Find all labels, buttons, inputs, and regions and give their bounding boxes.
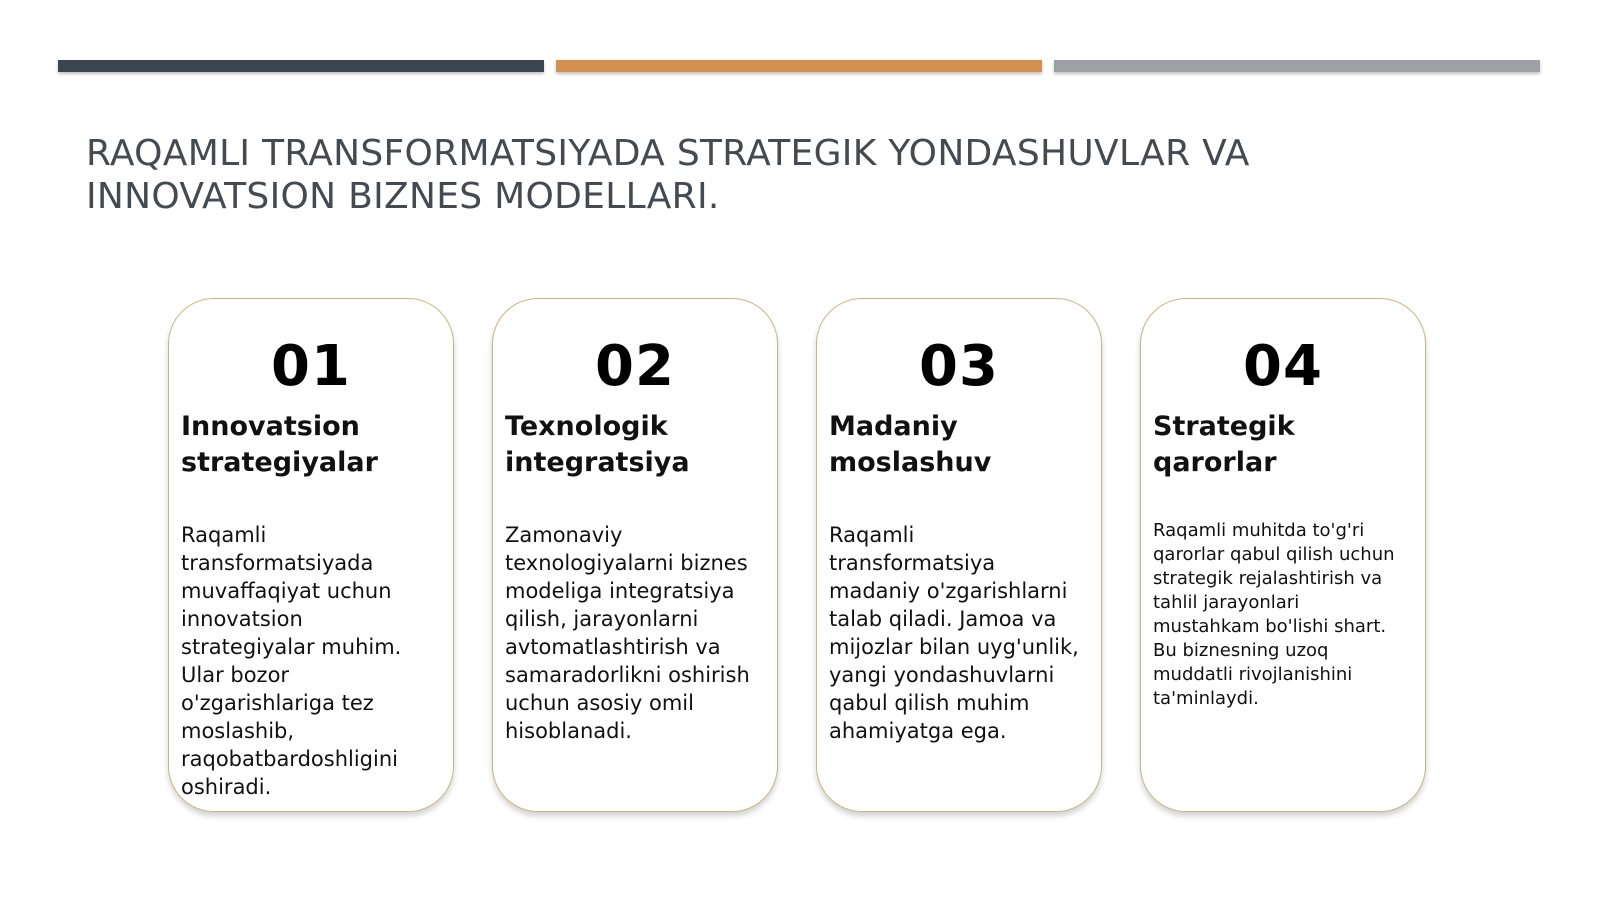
card-heading [1153,409,1425,521]
card-description: Raqamli transformatsiya madaniy o'zgarishlarni talab qiladi. Jamoa va mijozlar bilan uyg'unlik, yangi yondashuvlarni qabul qilish muhim ahamiyatga ega. [829,523,1079,743]
card-number: 02 [595,334,675,399]
card-number: 03 [919,334,999,399]
card-heading-line-1: Texnologik [505,411,668,442]
card-heading-line-2: strategiyalar [181,447,378,478]
card-description: Zamonaviy texnologiyalarni biznes modeliga integratsiya qilish, jarayonlarni avtomatlashtirish va samaradorlikni oshirish uchun asosiy omil hisoblanadi. [505,523,750,743]
header-bar-orange [556,60,1042,72]
card-heading [829,409,1101,521]
decorative-header-bars [58,60,1540,74]
header-bar-gray [1054,60,1540,72]
card-description: Raqamli transformatsiyada muvaffaqiyat uchun innovatsion strategiyalar muhim. Ular bozor o'zgarishlariga tez moslashib, raqobatbardoshligini oshiradi. [181,523,402,799]
card-heading-line-1: Innovatsion [181,411,360,442]
card-heading-line-2: moslashuv [829,447,992,478]
card-heading-line-1: Strategik [1153,411,1295,442]
card-02 [492,298,778,812]
card-heading-line-1: Madaniy [829,411,958,442]
slide-title [86,132,1466,218]
header-bar-dark [58,60,544,72]
card-heading-line-2: integratsiya [505,447,690,478]
card-heading [181,409,453,521]
cards-row [168,298,1428,816]
slide-title-line-1: RAQAMLI TRANSFORMATSIYADA STRATEGIK YONDASHUVLAR VA [86,133,1250,174]
slide-title-line-2: INNOVATSION BIZNES MODELLARI. [86,176,720,217]
card-heading-line-2: qarorlar [1153,447,1277,478]
card-heading [505,409,777,521]
card-01 [168,298,454,812]
card-04 [1140,298,1426,812]
card-number: 04 [1243,334,1323,399]
card-description: Raqamli muhitda to'g'ri qarorlar qabul qilish uchun strategik rejalashtirish va tahlil jarayonlari mustahkam bo'lishi shart. Bu biznesning uzoq muddatli rivojlanishini ta'minlaydi. [1153,520,1395,709]
card-number: 01 [271,334,351,399]
card-03 [816,298,1102,812]
